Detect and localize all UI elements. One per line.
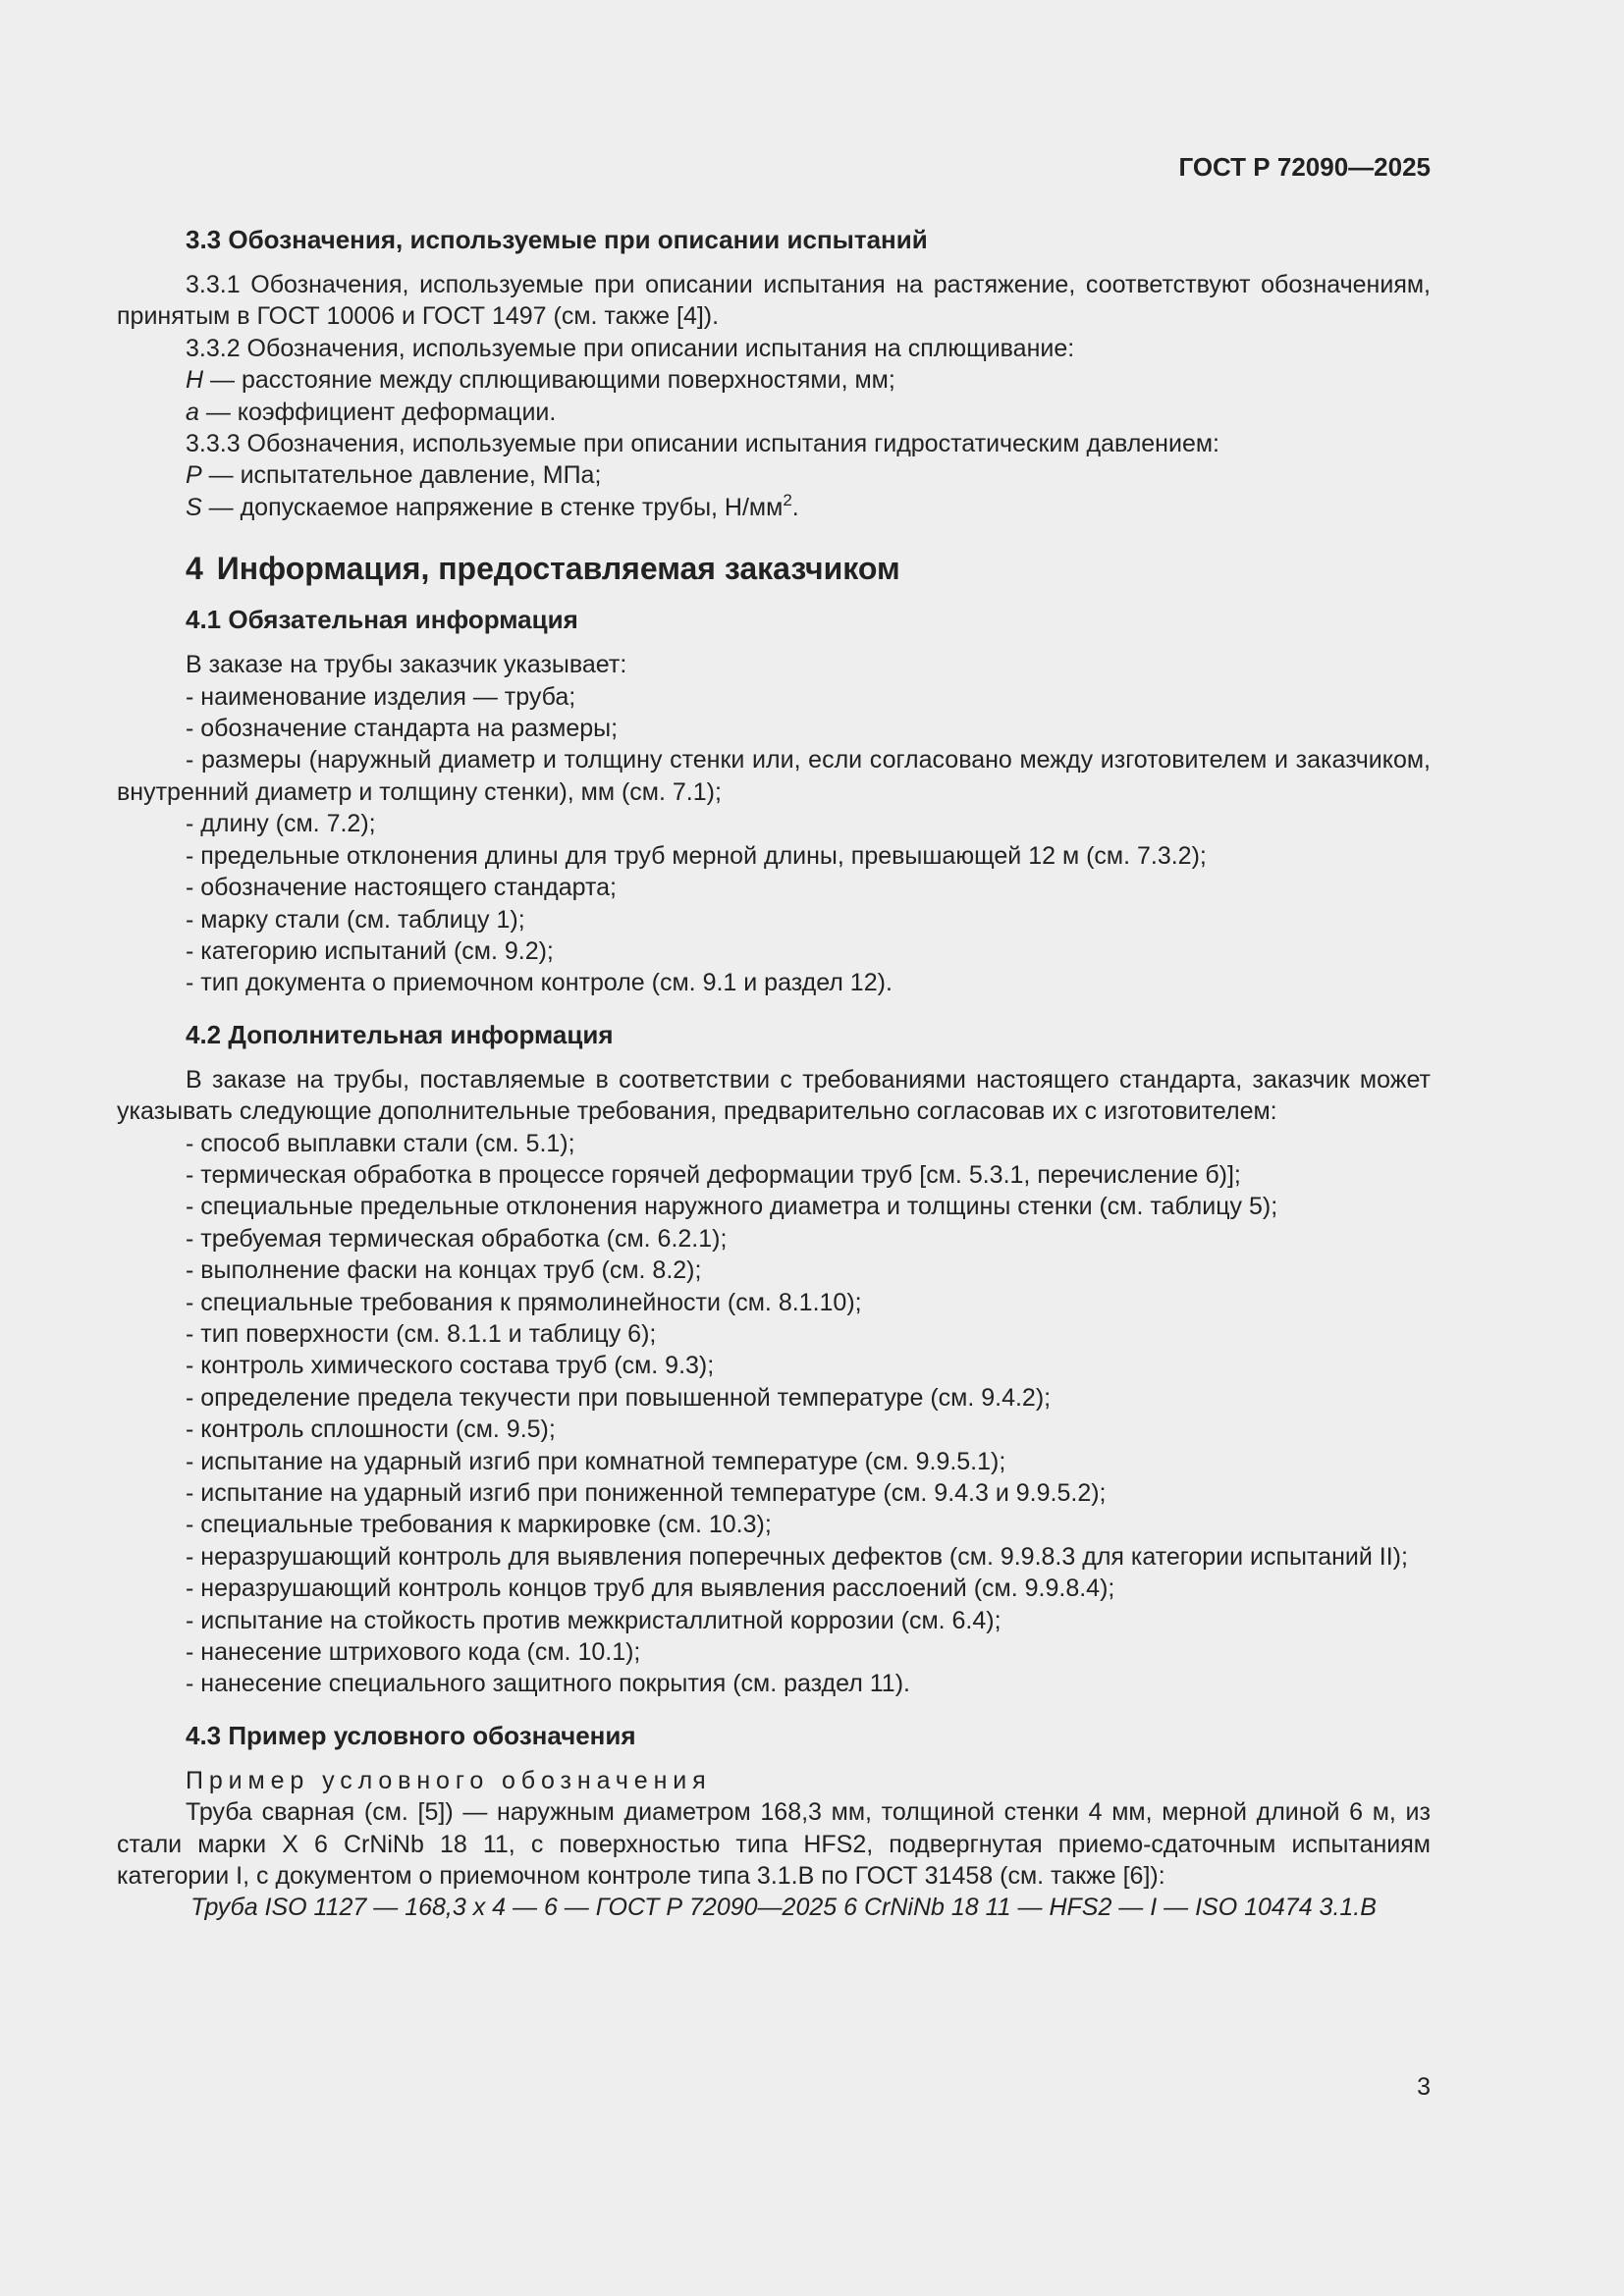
paragraph-3-3-2: 3.3.2 Обозначения, используемые при описании испытания на сплющивание: (186, 334, 1075, 362)
section-title-4 (186, 547, 1431, 590)
notation-S-text: — допускаемое напряжение в стенке трубы, Н/мм (201, 493, 784, 521)
example-text: Труба сварная (см. [5]) — наружным диаметром 168,3 мм, толщиной стенки 4 мм, мерной длиной 6 м, из стали марки X 6 CrNiNb 18 11, с поверхностью типа HFS2, подвергнутая приемо-сдаточным испытаниям категории I, с документом о приемочном контроле типа 3.1.В по ГОСТ 31458 (см. также [6]): (117, 1798, 1431, 1891)
list-item: - способ выплавки стали (см. 5.1); (186, 1129, 575, 1157)
subsection-title-4-3: 4.3 Пример условного обозначения (186, 1720, 636, 1750)
example-designation: Труба ISO 1127 — 168,3 x 4 — 6 — ГОСТ Р 72090—2025 6 CrNiNb 18 11 — HFS2 — I — ISO 10474 3.1.B (190, 1894, 1377, 1922)
symbol-H: H (186, 366, 204, 395)
list-item: - обозначение стандарта на размеры; (186, 715, 619, 743)
superscript-2: 2 (783, 490, 792, 509)
list-item: - наименование изделия — труба; (186, 682, 576, 711)
symbol-S: S (186, 493, 202, 521)
list-item: - специальные предельные отклонения наружного диаметра и толщины стенки (см. таблицу 5); (186, 1193, 1278, 1221)
list-item: - тип поверхности (см. 8.1.1 и таблицу 6); (186, 1319, 657, 1348)
list-item: - предельные отклонения длины для труб мерной длины, превышающей 12 м (см. 7.3.2); (186, 841, 1207, 870)
subsection-title-4-1: 4.1 Обязательная информация (186, 605, 578, 635)
section-title-text: Информация, предоставляемая заказчиком (216, 551, 900, 587)
list-item: - нанесение специального защитного покрытия (см. раздел 11). (186, 1670, 910, 1698)
symbol-a: a (186, 398, 199, 426)
paragraph-3-3-1: 3.3.1 Обозначения, используемые при описании испытания на растяжение, соответствуют обозначениям, принятым в ГОСТ 10006 и ГОСТ 1497 (см. также [4]). (117, 271, 1431, 331)
list-item: - определение предела текучести при повышенной температуре (см. 9.4.2); (186, 1383, 1052, 1412)
notation-H (117, 364, 1431, 396)
notation-S (117, 492, 1431, 523)
paragraph-4-1-intro: В заказе на трубы заказчик указывает: (186, 651, 627, 679)
section-number-4: 4 (186, 551, 203, 587)
list-item: - обозначение настоящего стандарта; (186, 874, 617, 902)
list-item: - нанесение штрихового кода (см. 10.1); (186, 1638, 641, 1667)
list-item: - испытание на стойкость против межкристаллитной коррозии (см. 6.4); (186, 1606, 1001, 1634)
paragraph-4-2-intro: В заказе на трубы, поставляемые в соответствии с требованиями настоящего стандарта, заказчик может указывать следующие дополнительные требования, предварительно согласовав их с изготовителем: (117, 1065, 1431, 1126)
list-item: - специальные требования к прямолинейности (см. 8.1.10); (186, 1288, 862, 1316)
notation-a (117, 397, 1431, 428)
page-content (117, 222, 1431, 1924)
notation-P (117, 459, 1431, 491)
notation-S-end: . (791, 493, 799, 521)
document-code-header: ГОСТ Р 72090—2025 (1178, 152, 1431, 182)
notation-P-text: — испытательное давление, МПа; (201, 461, 602, 490)
list-item: - испытание на ударный изгиб при комнатной температуре (см. 9.9.5.1); (186, 1447, 1006, 1475)
list-item: - тип документа о приемочном контроле (см. 9.1 и раздел 12). (186, 969, 893, 997)
list-item: - контроль сплошности (см. 9.5); (186, 1415, 556, 1444)
list-item: - неразрушающий контроль для выявления поперечных дефектов (см. 9.9.8.3 для категории испытаний II); (186, 1542, 1408, 1571)
list-item: - термическая обработка в процессе горячей деформации труб [см. 5.3.1, перечисление б)]; (186, 1160, 1241, 1189)
paragraph-3-3-3: 3.3.3 Обозначения, используемые при описании испытания гидростатическим давлением: (186, 430, 1219, 458)
list-item: - испытание на ударный изгиб при пониженной температуре (см. 9.4.3 и 9.9.5.2); (186, 1479, 1107, 1507)
list-item: - длину (см. 7.2); (186, 810, 376, 838)
list-item: - контроль химического состава труб (см. 9.3); (186, 1352, 715, 1380)
notation-a-text: — коэффициент деформации. (198, 398, 557, 426)
example-label: Пример условного обозначения (186, 1766, 712, 1794)
notation-H-text: — расстояние между сплющивающими поверхностями, мм; (203, 366, 895, 395)
list-item: - марку стали (см. таблицу 1); (186, 905, 525, 934)
page-number: 3 (1417, 2073, 1431, 2101)
list-item: - неразрушающий контроль концов труб для выявления расслоений (см. 9.9.8.4); (186, 1575, 1115, 1603)
subsection-title-3-3: 3.3 Обозначения, используемые при описании испытаний (186, 225, 928, 254)
subsection-title-4-2: 4.2 Дополнительная информация (186, 1019, 614, 1049)
list-item: - выполнение фаски на концах труб (см. 8.2); (186, 1256, 702, 1285)
list-item: - требуемая термическая обработка (см. 6.2.1); (186, 1224, 728, 1253)
symbol-P: P (186, 461, 202, 490)
list-item: - категорию испытаний (см. 9.2); (186, 936, 554, 965)
list-item: - специальные требования к маркировке (см. 10.3); (186, 1511, 772, 1539)
list-item: - размеры (наружный диаметр и толщину стенки или, если согласовано между изготовителем и заказчиком, внутренний диаметр и толщину стенки), мм (см. 7.1); (117, 746, 1431, 806)
